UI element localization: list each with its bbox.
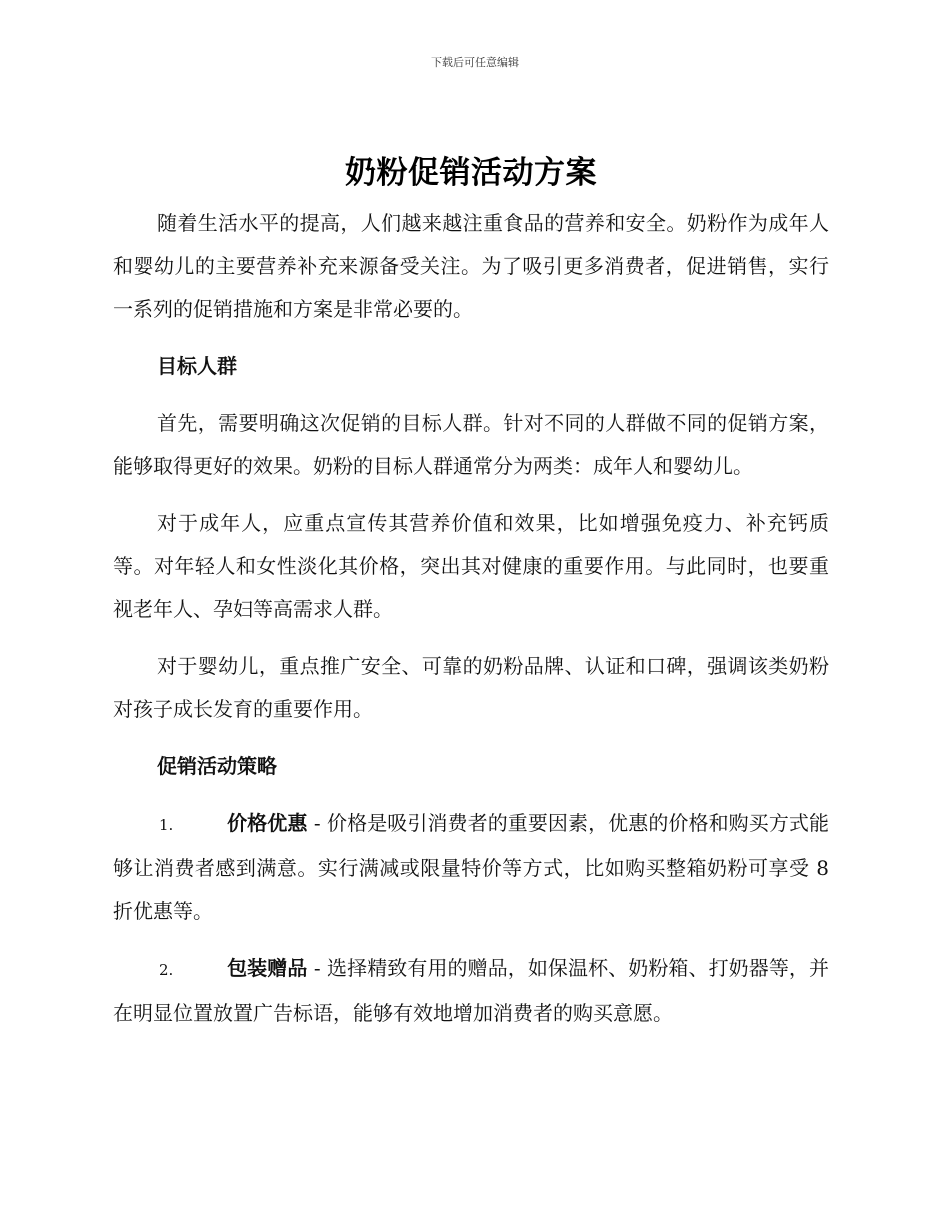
paragraph: 首先，需要明确这次促销的目标人群。针对不同的人群做不同的促销方案，能够取得更好的效果。奶粉的目标人群通常分为两类：成年人和婴幼儿。 bbox=[113, 411, 829, 478]
page-header-note: 下载后可任意编辑 bbox=[431, 56, 519, 69]
section-heading-promotion-strategy: 促销活动策略 bbox=[157, 754, 277, 778]
list-number: 2. bbox=[159, 961, 174, 979]
list-text: - 价格是吸引消费者的重要因素，优惠的价格和购买方式能够让消费者感到满意。实行满减或限量特价等方式，比如购买整箱奶粉可享受 8 折优惠等。 bbox=[113, 811, 829, 923]
list-number: 1. bbox=[159, 816, 174, 834]
list-item-price-discount bbox=[113, 802, 829, 933]
intro-paragraph: 随着生活水平的提高，人们越来越注重食品的营养和安全。奶粉作为成年人和婴幼儿的主要营养补充来源备受关注。为了吸引更多消费者，促进销售，实行一系列的促销措施和方案是非常必要的。 bbox=[113, 211, 829, 321]
document-title: 奶粉促销活动方案 bbox=[345, 155, 597, 191]
section-heading-target-audience: 目标人群 bbox=[157, 354, 237, 378]
list-text: - 选择精致有用的赠品，如保温杯、奶粉箱、打奶器等，并在明显位置放置广告标语，能够有效地增加消费者的购买意愿。 bbox=[113, 956, 829, 1025]
document-body bbox=[113, 148, 829, 1049]
paragraph: 对于成年人，应重点宣传其营养价值和效果，比如增强免疫力、补充钙质等。对年轻人和女性淡化其价格，突出其对健康的重要作用。与此同时，也要重视老年人、孕妇等高需求人群。 bbox=[113, 511, 829, 621]
list-term: 包装赠品 bbox=[227, 956, 308, 980]
list-item-gift-packaging bbox=[113, 947, 829, 1035]
paragraph: 对于婴幼儿，重点推广安全、可靠的奶粉品牌、认证和口碑，强调该类奶粉对孩子成长发育的重要作用。 bbox=[113, 654, 829, 721]
list-term: 价格优惠 bbox=[227, 811, 308, 835]
